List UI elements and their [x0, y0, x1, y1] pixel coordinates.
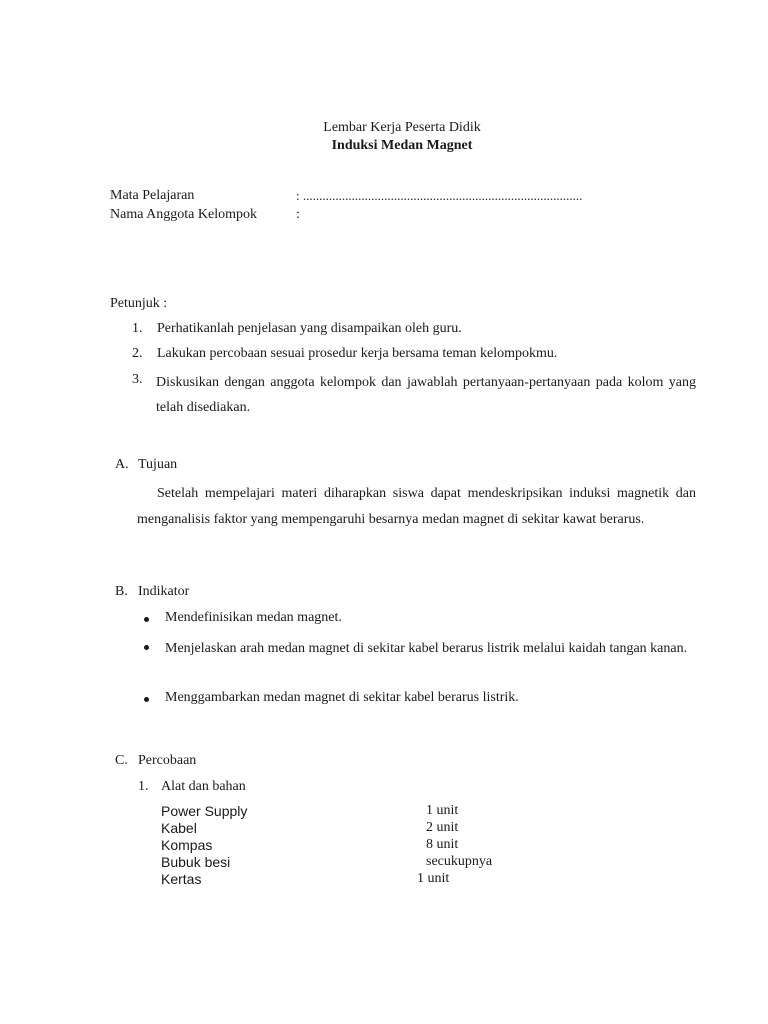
instruction-item: Lakukan percobaan sesuai prosedur kerja bersama teman kelompokmu. — [157, 346, 558, 361]
document-title: Lembar Kerja Peserta Didik — [323, 120, 481, 135]
section-b-letter: B. — [115, 584, 128, 599]
section-c-heading: Percobaan — [138, 753, 197, 768]
material-qty: 8 unit — [426, 837, 459, 852]
subject-field[interactable]: : ...................................................................................... — [296, 188, 583, 203]
bullet-icon — [144, 645, 149, 650]
material-qty: 1 unit — [417, 871, 450, 886]
instruction-number: 3. — [132, 372, 143, 387]
instruction-number: 2. — [132, 346, 143, 361]
indicator-item: Menjelaskan arah medan magnet di sekitar kabel berarus listrik melalui kaidah tangan kanan. — [165, 641, 688, 656]
subsection-heading: Alat dan bahan — [161, 779, 246, 794]
instructions-heading: Petunjuk : — [110, 296, 168, 311]
indicator-item: Mendefinisikan medan magnet. — [165, 610, 342, 625]
group-members-field[interactable]: : — [296, 207, 300, 222]
indicator-item: Menggambarkan medan magnet di sekitar kabel berarus listrik. — [165, 690, 519, 705]
material-name: Kertas — [161, 871, 202, 887]
document-subtitle: Induksi Medan Magnet — [331, 138, 473, 153]
section-c-letter: C. — [115, 753, 128, 768]
section-a-body: Setelah mempelajari materi diharapkan siswa dapat mendeskripsikan induksi magnetik dan menganalisis faktor yang mempengaruhi besarnya medan magnet di sekitar kawat berarus. — [137, 486, 696, 527]
material-qty: 1 unit — [426, 803, 459, 818]
subsection-number: 1. — [138, 779, 149, 794]
bullet-icon — [144, 697, 149, 702]
instruction-item: Diskusikan dengan anggota kelompok dan jawablah pertanyaan-pertanyaan pada kolom yang telah disediakan. — [156, 375, 696, 415]
subject-label: Mata Pelajaran — [110, 188, 195, 203]
material-qty: secukupnya — [426, 854, 493, 869]
material-name: Power Supply — [161, 803, 248, 819]
instruction-number: 1. — [132, 321, 143, 336]
group-members-label: Nama Anggota Kelompok — [110, 207, 257, 222]
instruction-item: Perhatikanlah penjelasan yang disampaikan oleh guru. — [157, 321, 462, 336]
bullet-icon — [144, 617, 149, 622]
section-a-heading: Tujuan — [138, 457, 178, 472]
section-b-heading: Indikator — [138, 584, 190, 599]
material-name: Bubuk besi — [161, 854, 231, 870]
material-name: Kabel — [161, 820, 197, 836]
material-name: Kompas — [161, 837, 213, 853]
section-a-letter: A. — [115, 457, 129, 472]
material-qty: 2 unit — [426, 820, 459, 835]
